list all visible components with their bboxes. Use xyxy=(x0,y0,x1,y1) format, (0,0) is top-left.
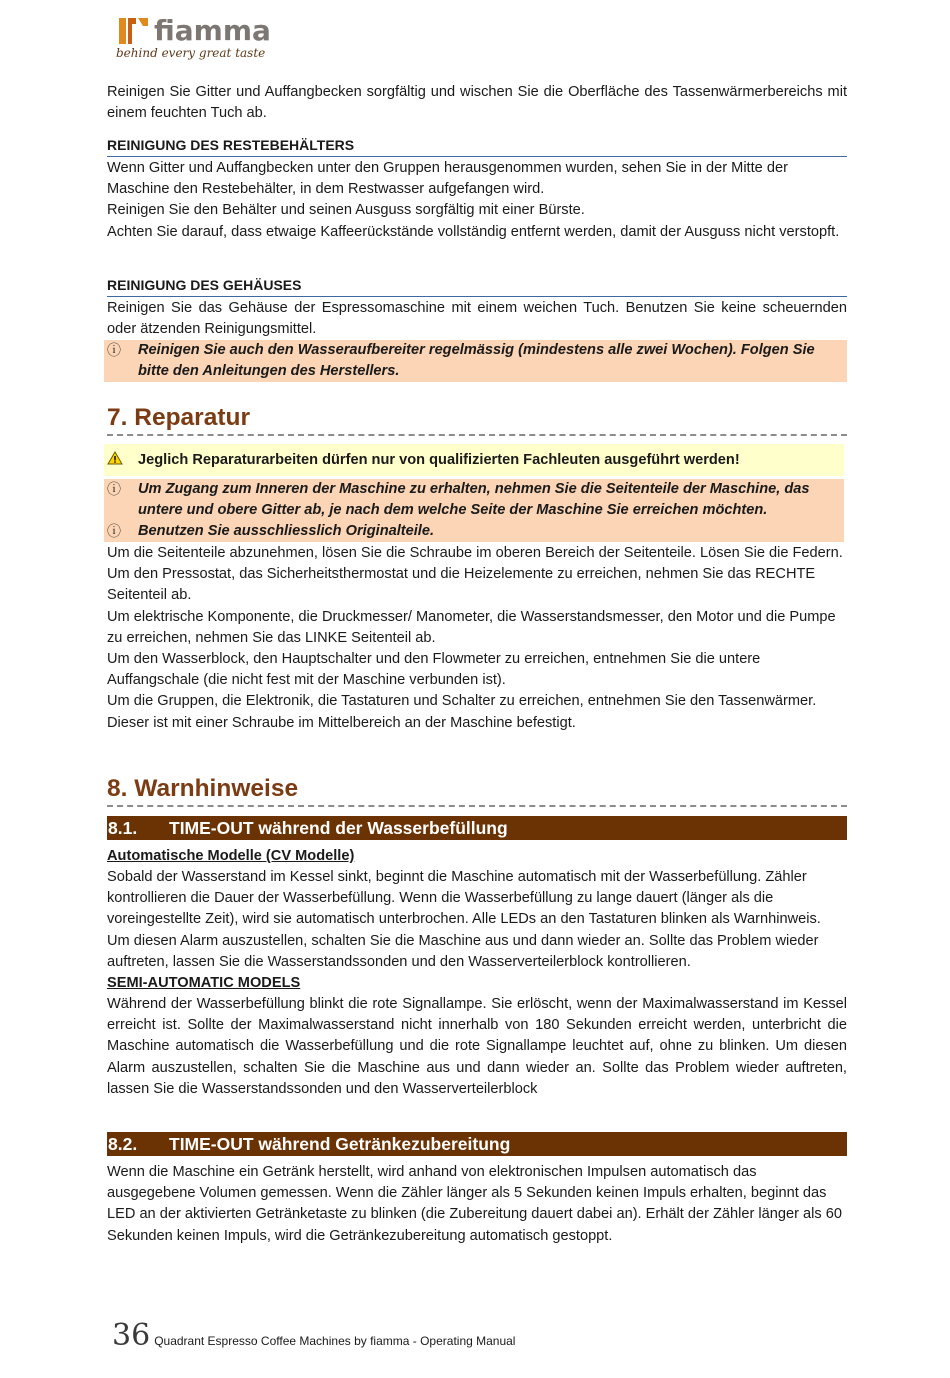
paragraph: Wenn die Maschine ein Getränk herstellt, wird anhand von elektronischen Impulsen automatisch das ausgegebene Volumen gemessen. Wenn die Zähler länger als 5 Sekunden keinen Impuls erhalten, beginnt das LED an der aktivierten Getränketaste zu blinken (die Zubereitung dauert dabei an). Erhält der Zähler länger als 60 Sekunden keinen Impuls, wird die Getränkezubereitung automatisch gestoppt. xyxy=(107,1164,842,1244)
paragraph: Reinigen Sie den Behälter und seinen Ausguss sorgfältig mit einer Bürste. xyxy=(107,202,585,219)
paragraph: Um die Seitenteile abzunehmen, lösen Sie die Schraube im oberen Bereich der Seitenteile. Lösen Sie die Federn. xyxy=(107,545,843,561)
logo-wordmark: fiamma xyxy=(154,14,271,47)
section-gehaeuse xyxy=(107,275,847,382)
note-text: Reinigen Sie auch den Wasseraufbereiter regelmässig (mindestens alle zwei Wochen). Folgen Sie bitte den Anleitungen des Herstellers. xyxy=(138,342,815,380)
footer-text: Quadrant Espresso Coffee Machines by fiamma - Operating Manual xyxy=(154,1334,516,1348)
chapter-number: 8. xyxy=(107,775,128,802)
warning-icon xyxy=(104,451,138,470)
warning-note xyxy=(104,444,844,476)
chapter-rule xyxy=(107,434,847,436)
logo-tagline: behind every great taste xyxy=(116,46,266,60)
chapter-7 xyxy=(107,403,847,436)
page-footer xyxy=(112,1318,515,1353)
chapter-heading xyxy=(107,774,847,804)
section-title: TIME-OUT während der Wasserbefüllung xyxy=(169,817,508,838)
intro-paragraph: Reinigen Sie Gitter und Auffangbecken sorgfältig und wischen Sie die Oberfläche des Tassenwärmerbereichs mit einem feuchten Tuch ab. xyxy=(107,84,847,122)
subheading: Automatische Modelle (CV Modelle) xyxy=(107,848,355,864)
section-heading: REINIGUNG DES GEHÄUSES xyxy=(107,275,847,297)
section-heading: REINIGUNG DES RESTEBEHÄLTERS xyxy=(107,135,847,157)
section-number: 8.2. xyxy=(108,1133,138,1154)
fiamma-logo xyxy=(116,12,276,68)
section-8-1-body xyxy=(107,846,847,1100)
section-title: TIME-OUT während Getränkezubereitung xyxy=(169,1133,511,1154)
section-number: 8.1. xyxy=(108,817,138,838)
paragraph: Um elektrische Komponente, die Druckmesser/ Manometer, die Wasserstandsmesser, den Motor und die Pumpe zu erreichen, nehmen Sie das LINKE Seitenteil ab. xyxy=(107,608,836,646)
paragraph: Um den Pressostat, das Sicherheitsthermostat und die Heizelemente zu erreichen, nehmen Sie das RECHTE Seitenteil ab. xyxy=(107,566,816,604)
page-number: 36 xyxy=(112,1318,151,1353)
paragraph: Wenn Gitter und Auffangbecken unter den Gruppen herausgenommen wurden, sehen Sie in der Mitte der Maschine den Restebehälter, in dem Restwasser aufgefangen wird. xyxy=(107,160,788,198)
subheading: SEMI-AUTOMATIC MODELS xyxy=(107,975,301,992)
note-text: Benutzen Sie ausschliesslich Originalteile. xyxy=(138,523,435,539)
info-icon: ⓘ xyxy=(107,342,121,359)
chapter-title: Warnhinweise xyxy=(134,775,299,802)
paragraph: Während der Wasserbefüllung blinkt die rote Signallampe. Sie erlöscht, wenn der Maximalwasserstand im Kessel erreicht ist. Sollte der Maximalwasserstand nicht innerhalb von 180 Sekunden erreicht werden, unterbricht die Maschine automatisch die Wasserbefüllung und die rote Signallampe leuchtet auf, ohne zu blinken. Um diesen Alarm auszustellen, schalten Sie die Maschine aus und dann wieder an. Sollte das Problem wieder auftreten, lassen Sie die Wasserstandssonden und den Wasserverteilerblock xyxy=(107,996,847,1097)
chapter-8 xyxy=(107,774,847,807)
info-icon: ⓘ xyxy=(107,523,121,539)
chapter-number: 7. xyxy=(107,404,128,431)
warning-text: Jeglich Reparaturarbeiten dürfen nur von qualifizierten Fachleuten ausgeführt werden! xyxy=(138,451,740,468)
info-notes xyxy=(104,479,844,542)
paragraph: Um die Gruppen, die Elektronik, die Tastaturen und Schalter zu erreichen, entnehmen Sie den Tassenwärmer. Dieser ist mit einer Schraube im Mittelbereich an der Maschine befestigt. xyxy=(107,693,817,731)
repair-instructions xyxy=(107,543,847,734)
paragraph: Achten Sie darauf, dass etwaige Kaffeerückstände vollständig entfernt werden, damit der Ausguss nicht verstopft. xyxy=(107,223,840,240)
section-heading-8-1 xyxy=(107,816,847,840)
paragraph: Reinigen Sie das Gehäuse der Espressomaschine mit einem weichen Tuch. Benutzen Sie keine scheuernden oder ätzenden Reinigungsmittel. xyxy=(107,300,847,338)
logo-mark-icon xyxy=(116,14,150,48)
chapter-title: Reparatur xyxy=(134,404,250,431)
paragraph: Sobald der Wasserstand im Kessel sinkt, beginnt die Maschine automatisch mit der Wasserbefüllung. Zähler kontrollieren die Dauer der Wasserbefüllung. Wenn die Wasserbefüllung zu lange dauert (länger als die voreingestellte Zeit), wird sie automatisch unterbrochen. Alle LEDs an den Tastaturen blinken als Warnhinweis. Um diesen Alarm auszustellen, schalten Sie die Maschine aus und dann wieder an. Sollte das Problem wieder auftreten, lassen Sie die Wasserstandssonden und den Wasserverteilerblock kontrollieren. xyxy=(107,869,821,970)
section-heading-8-2 xyxy=(107,1132,847,1156)
section-restebehaelter xyxy=(107,135,847,243)
chapter-rule xyxy=(107,805,847,807)
info-icon: ⓘ xyxy=(107,481,121,497)
chapter-heading xyxy=(107,403,847,433)
info-note xyxy=(104,340,847,382)
paragraph: Um den Wasserblock, den Hauptschalter und den Flowmeter zu erreichen, entnehmen Sie die untere Auffangschale (die nicht fest mit der Maschine verbunden ist). xyxy=(107,651,761,689)
note-text: Um Zugang zum Inneren der Maschine zu erhalten, nehmen Sie die Seitenteile der Maschine, das untere und obere Gitter ab, je nach dem welche Seite der Maschine Sie erreichen möchten. xyxy=(138,481,810,518)
